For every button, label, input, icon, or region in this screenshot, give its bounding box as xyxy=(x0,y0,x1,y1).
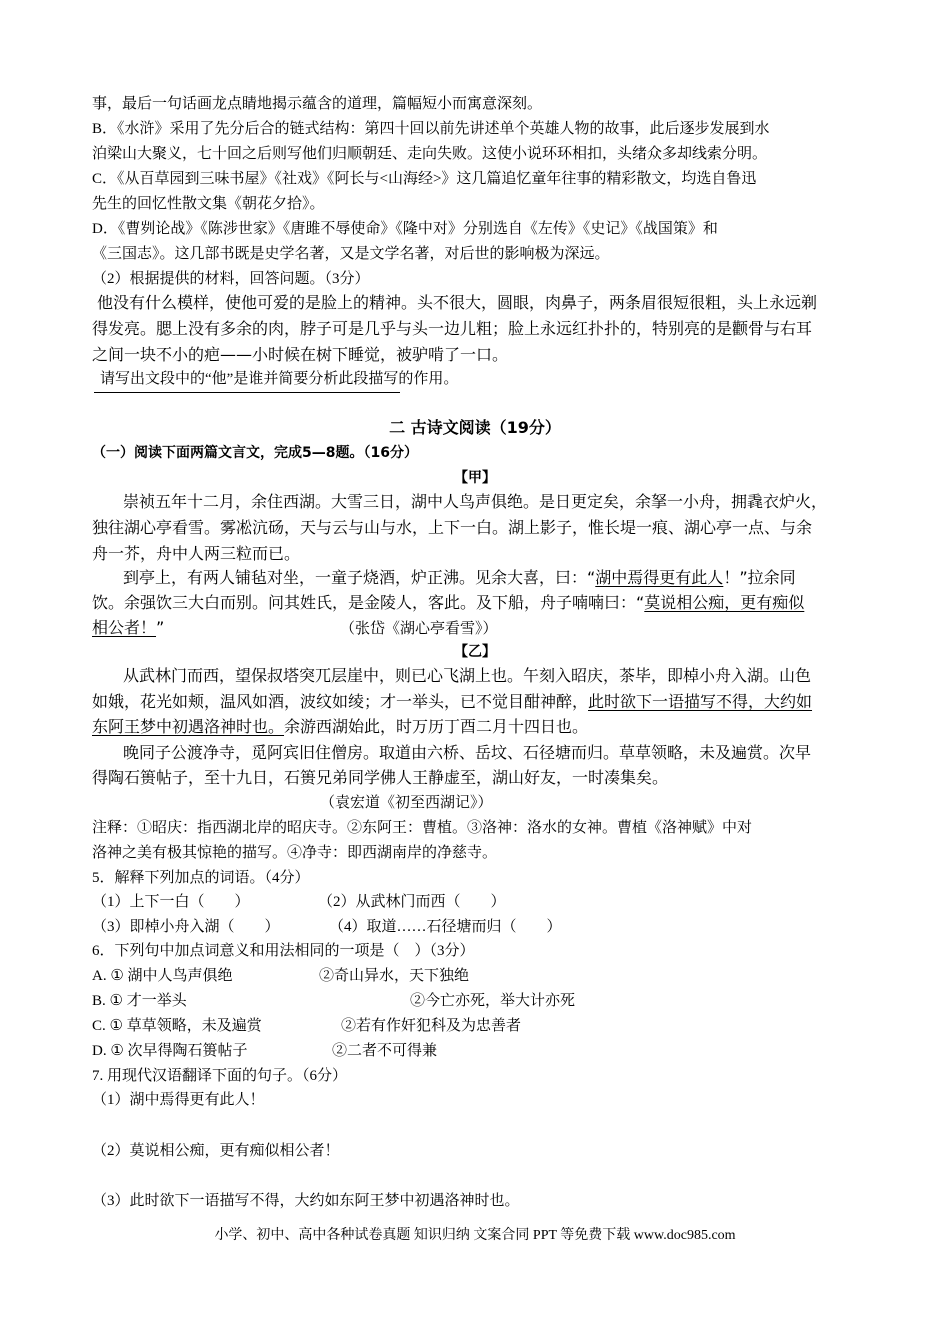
question-6-option: ②奇山异水，天下独绝 xyxy=(319,968,470,984)
jia-line: 崇祯五年十二月，余住西湖。大雪三日，湖中人鸟声俱绝。是日更定矣，余拏一小舟，拥毳衣炉火， xyxy=(123,492,828,511)
top-text-line: 事，最后一句话画龙点睛地揭示蕴含的道理，篇幅短小而寓意深刻。 xyxy=(92,96,543,112)
yi-line xyxy=(92,691,812,713)
question-6-option: ②今亡亦死，举大计亦死 xyxy=(410,993,576,1009)
option-d-line: 《三国志》。这几部书既是史学名著，又是文学名著，对后世的影响极为深远。 xyxy=(92,246,610,262)
question-7-sentence: （3）此时欲下一语描写不得，大约如东阿王梦中初遇洛神时也。 xyxy=(92,1193,520,1209)
option-c-line: 先生的回忆性散文集《朝花夕拾》。 xyxy=(92,196,325,212)
yi-line: 晚同子公渡净寺，觅阿宾旧住僧房。取道由六桥、岳坟、石径塘而归。草草领略，未及遍赏。次早 xyxy=(123,743,812,762)
question-6-option: C. ① 草草领略，未及遍赏 xyxy=(92,1018,262,1034)
jia-line xyxy=(123,567,796,589)
section-title: 二 古诗文阅读（19分） xyxy=(389,418,561,437)
question-5-item: （1）上下一白（ ） xyxy=(92,894,250,910)
annotation-line: 注释：①昭庆：指西湖北岸的昭庆寺。②东阿王：曹植。③洛神：洛水的女神。曹植《洛神赋》中对 xyxy=(92,820,753,836)
option-d-line: D．《曹刿论战》《陈涉世家》《唐雎不辱使命》《隆中对》分别选自《左传》《史记》《战国策》和 xyxy=(92,221,718,237)
question-5-title: 5．解释下列加点的词语。（4分） xyxy=(92,870,310,886)
underlined-sentence: 此时欲下一语描写不得，大约如 xyxy=(588,692,813,711)
underlined-sentence: 莫说相公痴，更有痴似 xyxy=(644,593,805,612)
jia-text: ！”拉余同 xyxy=(723,568,796,587)
jia-source: （张岱《湖心亭看雪》） xyxy=(340,621,498,637)
passage-line: 得发亮。腮上没有多余的肉，脖子可是几乎与头一边儿粗；脸上永远红扑扑的，特别亮的是颧骨与右耳 xyxy=(92,319,813,338)
question-7-title: 7. 用现代汉语翻译下面的句子。（6分） xyxy=(92,1068,348,1084)
option-b-line: 泊梁山大聚义，七十回之后则写他们归顺朝廷、走向失败。这使小说环环相扣，头绪众多却线索分明。 xyxy=(92,146,768,162)
jia-text: 饮。余强饮三大白而别。问其姓氏，是金陵人，客此。及下船，舟子喃喃曰：“ xyxy=(92,593,645,612)
yi-text: 如娥，花光如颊，温风如酒，波纹如绫；才一举头，已不觉目酣神醉， xyxy=(92,692,589,711)
question-2-prompt: （2）根据提供的材料，回答问题。（3分） xyxy=(92,271,370,287)
question-5-item: （4）取道……石径塘而归（ ） xyxy=(329,919,562,935)
passage-line: 他没有什么模样，使他可爱的是脸上的精神。头不很大，圆眼，肉鼻子，两条眉很短很粗，头上永远剃 xyxy=(97,293,818,312)
question-6-option: ②若有作奸犯科及为忠善者 xyxy=(341,1018,522,1034)
yi-text: 余游西湖始此，时万历丁酉二月十四日也。 xyxy=(284,717,589,736)
passage-yi-label: 【乙】 xyxy=(454,644,496,660)
question-5-item: （2）从武林门而西（ ） xyxy=(318,894,506,910)
option-b-line: B．《水浒》采用了先分后合的链式结构：第四十回以前先讲述单个英雄人物的故事，此后逐步发展到水 xyxy=(92,121,770,137)
annotation-line: 洛神之美有极其惊艳的描写。④净寺：即西湖南岸的净慈寺。 xyxy=(92,845,498,861)
question-6-option: A. ① 湖中人鸟声俱绝 xyxy=(92,968,233,984)
passage-line: 之间一块不小的疤——小时候在树下睡觉，被驴啃了一口。 xyxy=(92,345,509,364)
jia-text: 到亭上，有两人铺毡对坐，一童子烧酒，炉正沸。见余大喜，曰：“ xyxy=(123,568,596,587)
question-6-option: D. ① 次早得陶石篑帖子 xyxy=(92,1043,248,1059)
jia-text: ” xyxy=(156,618,165,637)
question-6-option: B. ① 才一举头 xyxy=(92,993,187,1009)
yi-line: 从武林门而西，望保叔塔突兀层崖中，则已心飞湖上也。午刻入昭庆，茶毕，即棹小舟入湖。山色 xyxy=(123,666,812,685)
jia-line xyxy=(92,617,164,639)
yi-source: （袁宏道《初至西湖记》） xyxy=(320,795,493,811)
question-6-title: 6．下列句中加点词意义和用法相同的一项是（ ）（3分） xyxy=(92,943,475,959)
jia-line xyxy=(92,592,804,614)
question-2-task: 请写出文段中的“他”是谁并简要分析此段描写的作用。 xyxy=(100,371,459,387)
underlined-sentence: 东阿王梦中初遇洛神时也。 xyxy=(92,717,285,736)
yi-line: 得陶石篑帖子，至十九日，石篑兄弟同学佛人王静虚至，湖山好友，一时凑集矣。 xyxy=(92,768,669,787)
section-subtitle: （一）阅读下面两篇文言文，完成5—8题。（16分） xyxy=(92,445,418,461)
question-7-sentence: （2）莫说相公痴，更有痴似相公者！ xyxy=(92,1143,340,1159)
question-6-option: ②二者不可得兼 xyxy=(332,1043,438,1059)
question-7-sentence: （1）湖中焉得更有此人！ xyxy=(92,1092,265,1108)
jia-line: 舟一芥，舟中人两三粒而已。 xyxy=(92,544,301,563)
passage-jia-label: 【甲】 xyxy=(454,470,496,486)
underlined-sentence: 相公者！ xyxy=(92,618,157,637)
jia-line: 独往湖心亭看雪。雾凇沆砀，天与云与山与水，上下一白。湖上影子，惟长堤一痕、湖心亭一点、与余 xyxy=(92,518,813,537)
yi-line xyxy=(92,716,588,738)
answer-line xyxy=(94,392,400,393)
page-footer: 小学、初中、高中各种试卷真题 知识归纳 文案合同 PPT 等免费下载 www.doc985.com xyxy=(214,1228,736,1243)
question-5-item: （3）即棹小舟入湖（ ） xyxy=(92,919,280,935)
option-c-line: C．《从百草园到三味书屋》《社戏》《阿长与<山海经>》这几篇追忆童年往事的精彩散文，均选自鲁迅 xyxy=(92,171,757,187)
underlined-sentence: 湖中焉得更有此人 xyxy=(595,568,724,587)
